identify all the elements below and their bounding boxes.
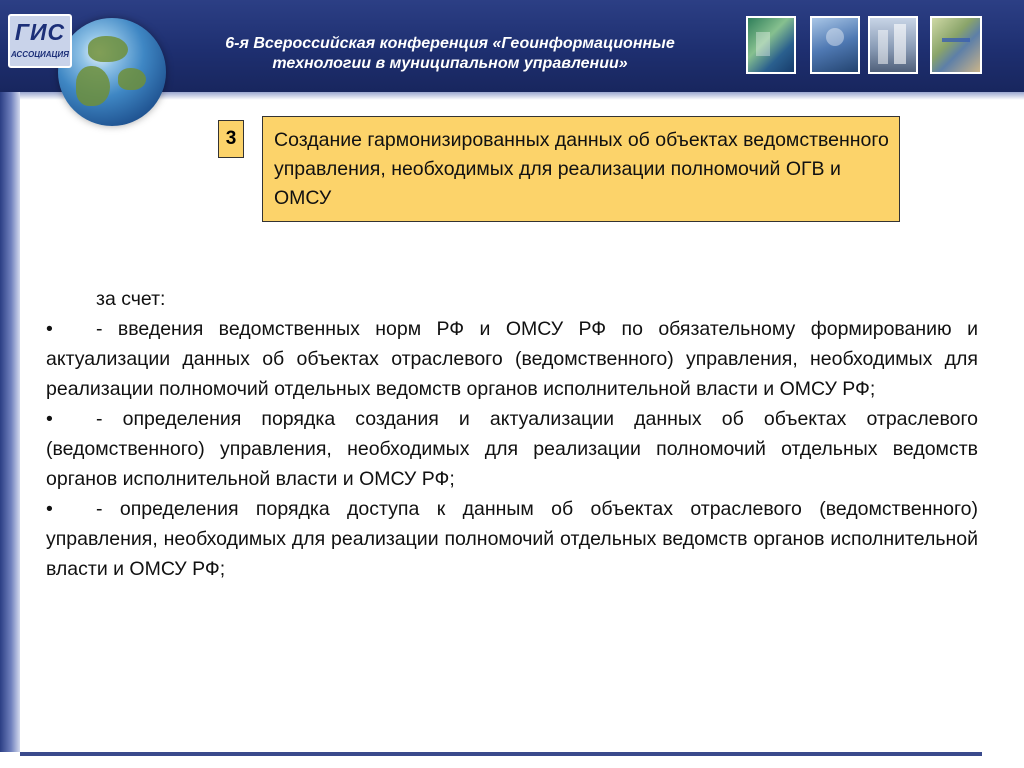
list-item: [46, 314, 978, 404]
intro-text: за счет:: [96, 288, 166, 310]
body-text: [46, 284, 978, 584]
header-picture-map: [930, 16, 982, 74]
header-picture-buildings: [868, 16, 918, 74]
left-band: [0, 92, 20, 752]
gis-association-logo: [8, 14, 72, 68]
globe-image: [58, 18, 166, 126]
header-picture-devices: [746, 16, 796, 74]
bullet-glyph: •: [46, 318, 53, 340]
list-item: [46, 404, 978, 494]
list-item-text: - определения порядка доступа к данным об объектах отраслевого (ведомственного) управления, необходимых для реализации полномочий отдельных ведомств органов исполнительной власти и ОМСУ РФ;: [46, 498, 978, 580]
list-item: [46, 494, 978, 584]
header-picture-instrument: [810, 16, 860, 74]
highlight-box: Создание гармонизированных данных об объектах ведомственного управления, необходимых для реализации полномочий ОГВ и ОМСУ: [262, 116, 900, 222]
conference-title: [170, 34, 730, 74]
bottom-line: [20, 752, 982, 756]
title-line-2: технологии в муниципальном управлении»: [272, 55, 628, 72]
list-item-text: - определения порядка создания и актуализации данных об объектах отраслевого (ведомственного) управления, необходимых для реализации полномочий отдельных ведомств органов исполнительной власти и ОМСУ РФ;: [46, 408, 978, 490]
logo-main-text: ГИС: [14, 19, 66, 45]
title-line-1: 6-я Всероссийская конференция «Геоинформационные: [225, 35, 675, 52]
bullet-glyph: •: [46, 498, 53, 520]
bullet-glyph: •: [46, 408, 53, 430]
item-number-badge: 3: [218, 120, 244, 158]
list-item-text: - введения ведомственных норм РФ и ОМСУ РФ по обязательному формированию и актуализации данных об объектах отраслевого (ведомственного) управления, необходимых для реализации полномочий отдельных ведомств органов исполнительной власти и ОМСУ РФ;: [46, 318, 978, 400]
logo-sub-text: АССОЦИАЦИЯ: [11, 50, 69, 59]
